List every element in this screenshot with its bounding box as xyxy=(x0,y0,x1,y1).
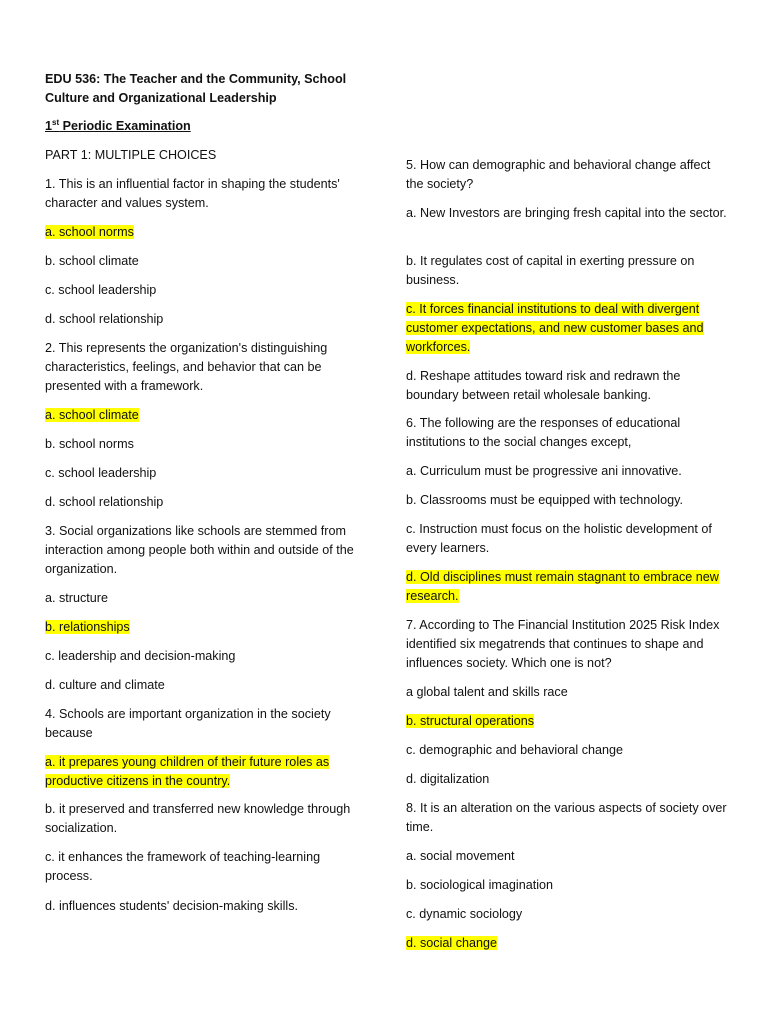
question-3: 3. Social organizations like schools are stemmed from interaction among people both within and outside of the organization. xyxy=(45,524,354,576)
q3-option-b xyxy=(45,618,370,637)
q2-option-d: d. school relationship xyxy=(45,495,164,509)
q2-option-b: b. school norms xyxy=(45,437,134,451)
exam-title xyxy=(45,117,370,136)
q7-option-b xyxy=(406,712,728,731)
q7-option-c: c. demographic and behavioral change xyxy=(406,743,624,757)
q3-option-c: c. leadership and decision-making xyxy=(45,649,236,663)
q6-option-a: a. Curriculum must be progressive ani innovative. xyxy=(406,464,682,478)
q2-option-a xyxy=(45,406,370,425)
q6-option-b: b. Classrooms must be equipped with technology. xyxy=(406,493,683,507)
q5-option-c xyxy=(406,300,728,357)
answer-highlight: d. social change xyxy=(406,936,498,950)
part-heading: PART 1: MULTIPLE CHOICES xyxy=(45,148,217,162)
answer-highlight: b. relationships xyxy=(45,620,130,634)
exam-sup: st xyxy=(52,117,60,127)
question-4: 4. Schools are important organization in the society because xyxy=(45,707,331,740)
question-6: 6. The following are the responses of educational institutions to the social changes except, xyxy=(406,416,681,449)
question-2: 2. This represents the organization's distinguishing characteristics, feelings, and behavior that can be presented with a framework. xyxy=(45,341,328,393)
q8-option-a: a. social movement xyxy=(406,849,515,863)
q2-option-c: c. school leadership xyxy=(45,466,157,480)
q1-option-d: d. school relationship xyxy=(45,312,164,326)
q8-option-c: c. dynamic sociology xyxy=(406,907,523,921)
q4-option-b: b. it preserved and transferred new knowledge through socialization. xyxy=(45,802,351,835)
answer-highlight: a. it prepares young children of their future roles as productive citizens in the country. xyxy=(45,755,330,788)
question-8: 8. It is an alteration on the various aspects of society over time. xyxy=(406,801,727,834)
q7-option-d: d. digitalization xyxy=(406,772,490,786)
q6-option-d xyxy=(406,568,728,606)
answer-highlight: d. Old disciplines must remain stagnant to embrace new research. xyxy=(406,570,719,603)
q5-option-a: a. New Investors are bringing fresh capital into the sector. xyxy=(406,206,727,220)
exam-number: 1 xyxy=(45,119,53,133)
question-5: 5. How can demographic and behavioral change affect the society? xyxy=(406,158,711,191)
answer-highlight: a. school norms xyxy=(45,225,134,239)
q8-option-b: b. sociological imagination xyxy=(406,878,554,892)
q8-option-d xyxy=(406,934,728,953)
course-title-line2: Culture and Organizational Leadership xyxy=(45,91,277,105)
exam-label: Periodic Examination xyxy=(59,119,191,133)
q1-option-c: c. school leadership xyxy=(45,283,157,297)
course-title-line1: EDU 536: The Teacher and the Community, School xyxy=(45,72,347,86)
q3-option-d: d. culture and climate xyxy=(45,678,165,692)
question-1: 1. This is an influential factor in shaping the students' character and values system. xyxy=(45,177,340,210)
q5-option-b: b. It regulates cost of capital in exerting pressure on business. xyxy=(406,254,695,287)
q1-option-a xyxy=(45,223,370,242)
q3-option-a: a. structure xyxy=(45,591,108,605)
q5-option-d: d. Reshape attitudes toward risk and redrawn the boundary between retail wholesale banking. xyxy=(406,369,681,402)
q4-option-a xyxy=(45,753,370,791)
q1-option-b: b. school climate xyxy=(45,254,139,268)
answer-highlight: b. structural operations xyxy=(406,714,535,728)
q6-option-c: c. Instruction must focus on the holistic development of every learners. xyxy=(406,522,712,555)
q7-option-a: a global talent and skills race xyxy=(406,685,568,699)
q4-option-c: c. it enhances the framework of teaching-learning process. xyxy=(45,850,321,883)
question-7: 7. According to The Financial Institution 2025 Risk Index identified six megatrends that continues to shape and influences society. Which one is not? xyxy=(406,618,720,670)
answer-highlight: c. It forces financial institutions to deal with divergent customer expectations, and new customer bases and workforces. xyxy=(406,302,704,354)
answer-highlight: a. school climate xyxy=(45,408,139,422)
q4-option-d: d. influences students' decision-making skills. xyxy=(45,899,299,913)
